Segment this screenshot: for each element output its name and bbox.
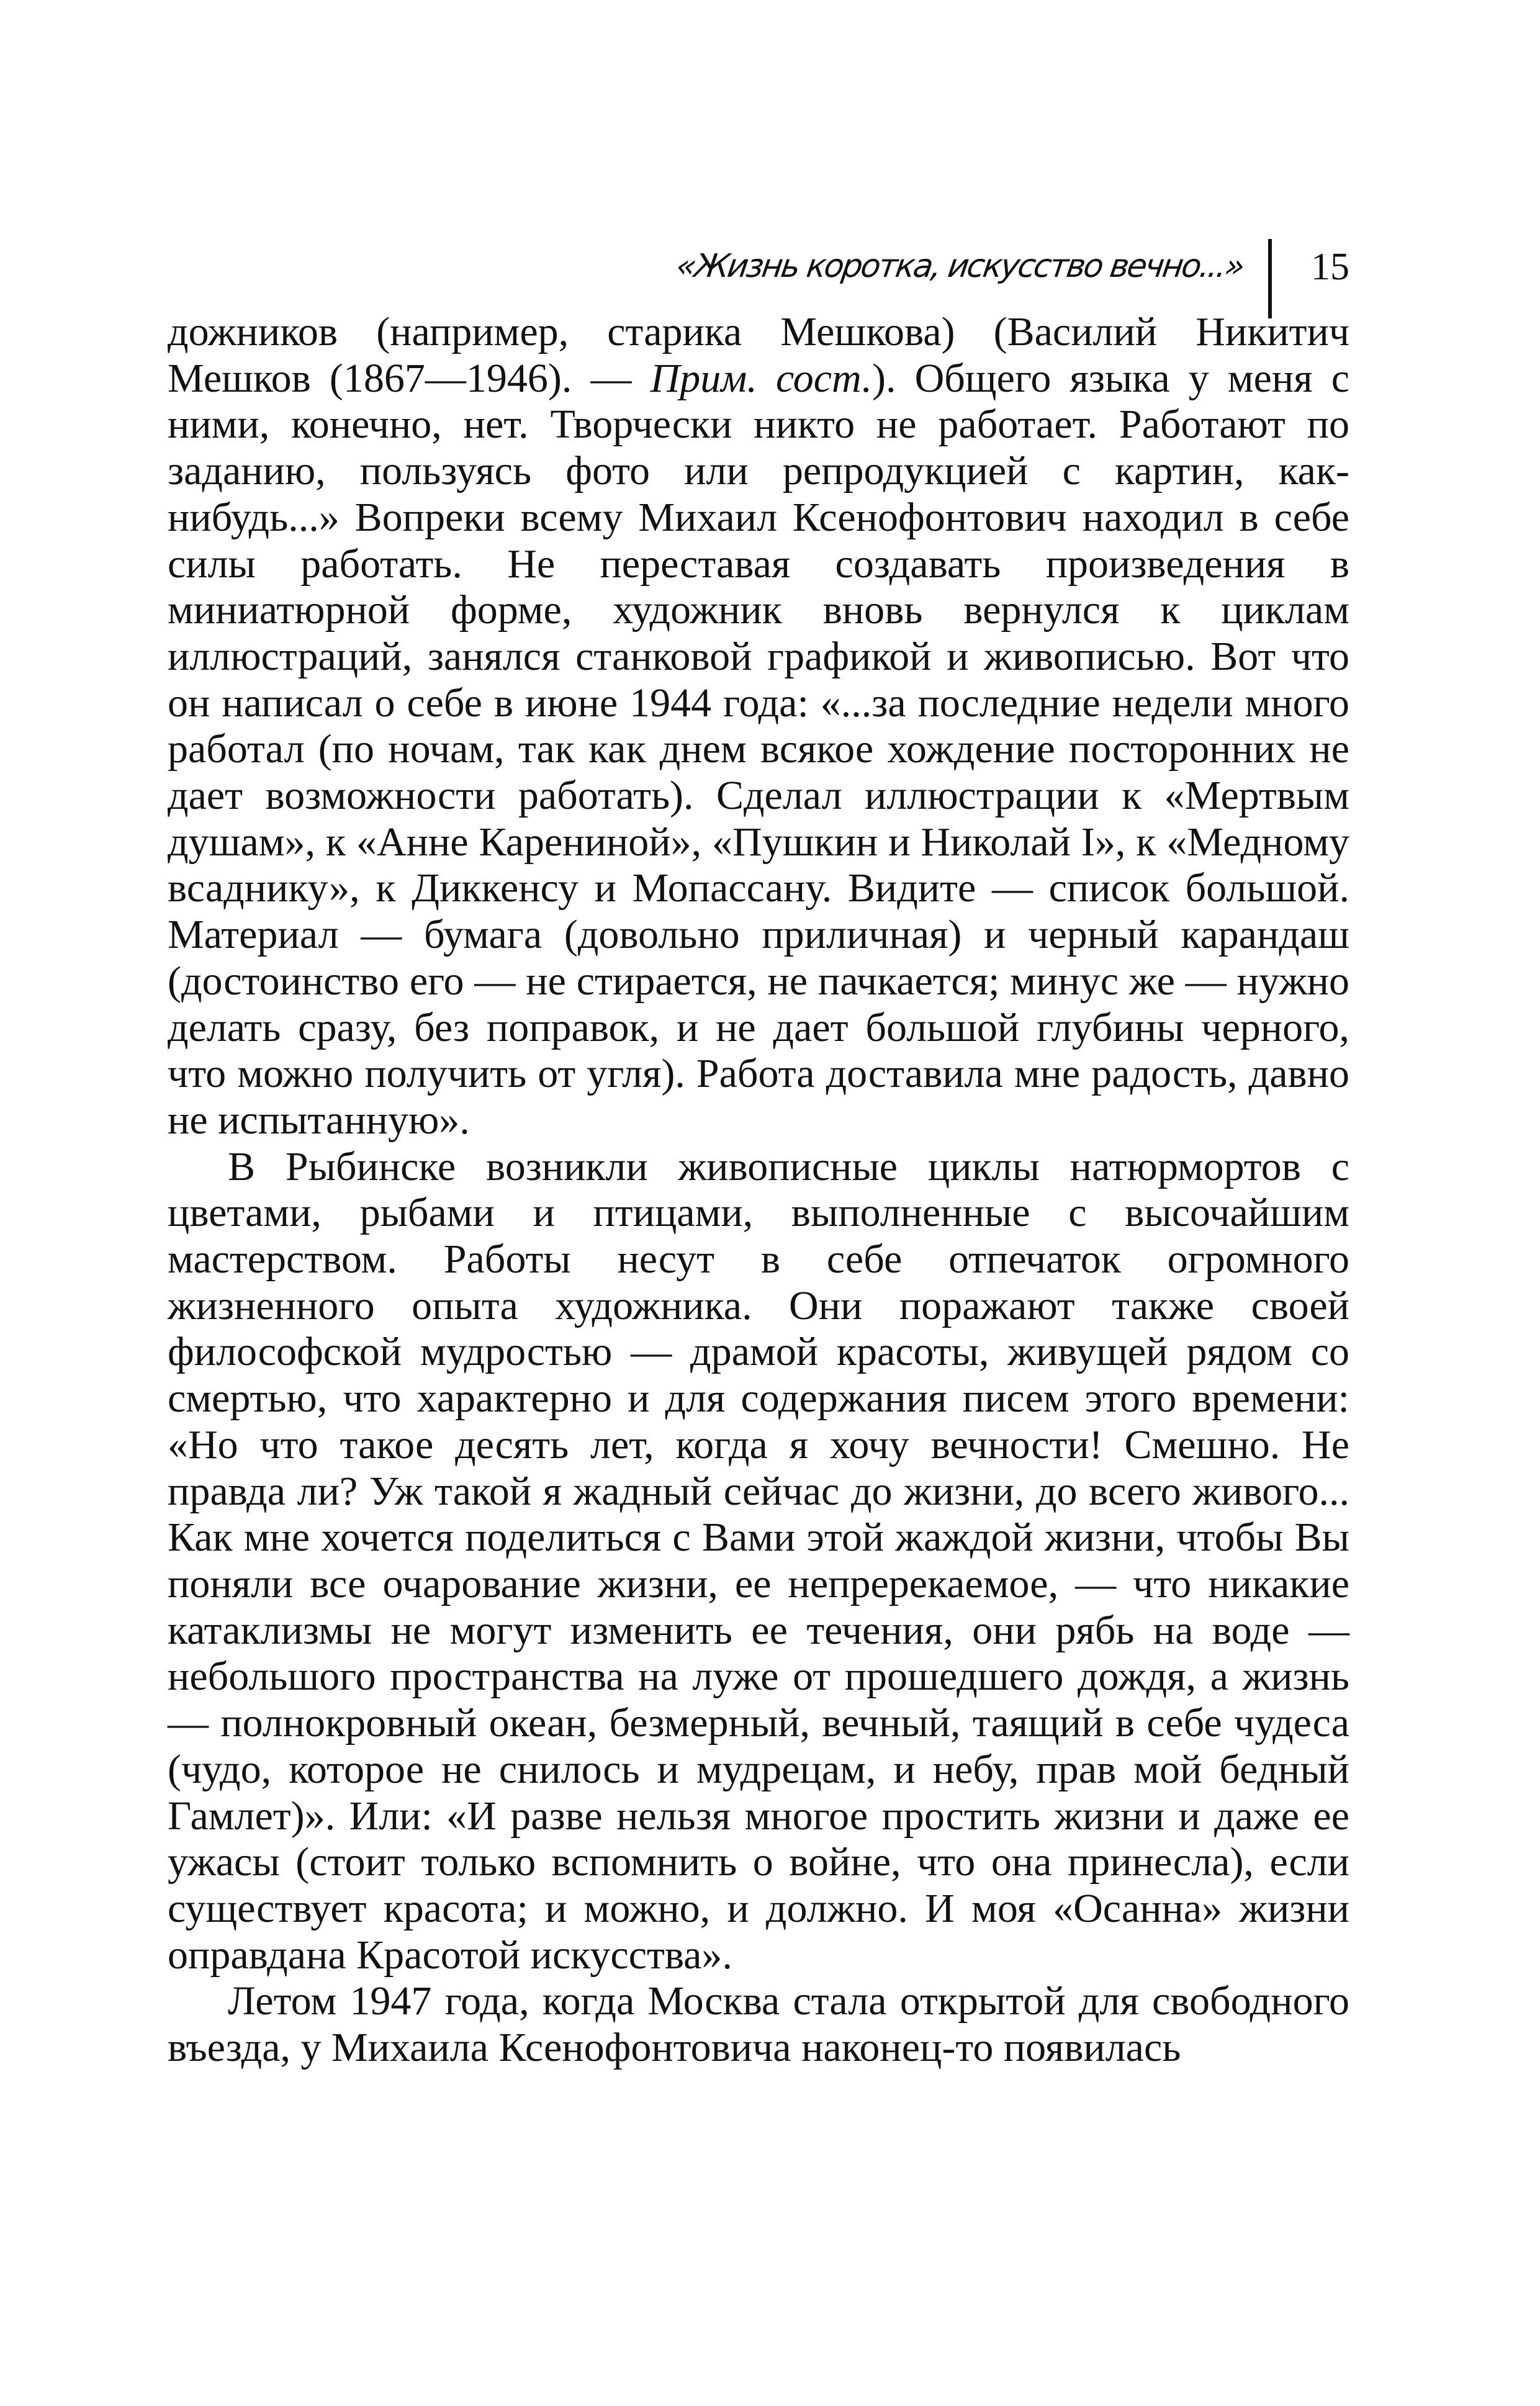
page-header [168,239,1349,313]
paragraph-text: дожников (например, старика Мешкова) (Василий Никитич Мешков (1867—1946). — [168,309,1349,401]
running-title: «Жизнь коротка, искусство вечно...» [673,248,1246,285]
paragraph-text: ). Общего языка у меня с ними, конечно, нет. Творчески никто не работает. Работают по заданию, пользуясь фото или репродукцией с картин, как-нибудь...» Вопреки всему Михаил Ксенофонтович находил в себе силы работать. Не переставая создавать произведения в миниатюрной форме, художник вновь вернулся к циклам иллюстраций, занялся станковой графикой и живописью. Вот что он написал о себе в июне 1944 года: «...за последние недели много работал (по ночам, так как днем всякое хождение посторонних не дает возможности работать). Сделал иллюстрации к «Мертвым душам», к «Анне Карениной», «Пушкин и Николай I», к «Медному всаднику», к Диккенсу и Мопассану. Видите — список большой. Материал — бумага (довольно приличная) и черный карандаш (достоинство его — не стирается, не пачкается; минус же — нужно делать сразу, без поправок, и не дает большой глубины черного, что можно получить от угля). Работа доставила мне радость, давно не испытанную». [168,355,1350,1143]
page-number: 15 [1311,246,1349,288]
paragraph-2: В Рыбинске возникли живописные циклы натюрмортов с цветами, рыбами и птицами, выполненные с высочайшим мастерством. Работы несут в себе отпечаток огромного жизненного опыта художника. Они поражают также своей философской мудростью — драмой красоты, живущей рядом со смертью, что характерно и для содержания писем этого времени: «Но что такое десять лет, когда я хочу вечности! Смешно. Не правда ли? Уж такой я жадный сейчас до жизни, до всего живого... Как мне хочется поделиться с Вами этой жаждой жизни, чтобы Вы поняли все очарование жизни, ее непререкаемое, — что никакие катаклизмы не могут изменить ее течения, они рябь на воде — небольшого пространства на луже от прошедшего дождя, а жизнь — полнокровный океан, безмерный, вечный, таящий в себе чудеса (чудо, которое не снилось и мудрецам, и небу, прав мой бедный Гамлет)». Или: «И разве нельзя многое простить жизни и даже ее ужасы (стоит только вспомнить о войне, что она принесла), если существует красота; и можно, и должно. И моя «Осанна» жизни оправдана Красотой искусства». [168,1143,1349,1978]
body-text [168,309,1349,2071]
paragraph-3: Летом 1947 года, когда Москва стала открытой для свободного въезда, у Михаила Ксенофонтовича наконец-то появилась [168,1978,1349,2071]
editor-note: Прим. сост. [650,355,872,401]
paragraph-1 [168,309,1349,1144]
header-divider [1268,239,1272,318]
